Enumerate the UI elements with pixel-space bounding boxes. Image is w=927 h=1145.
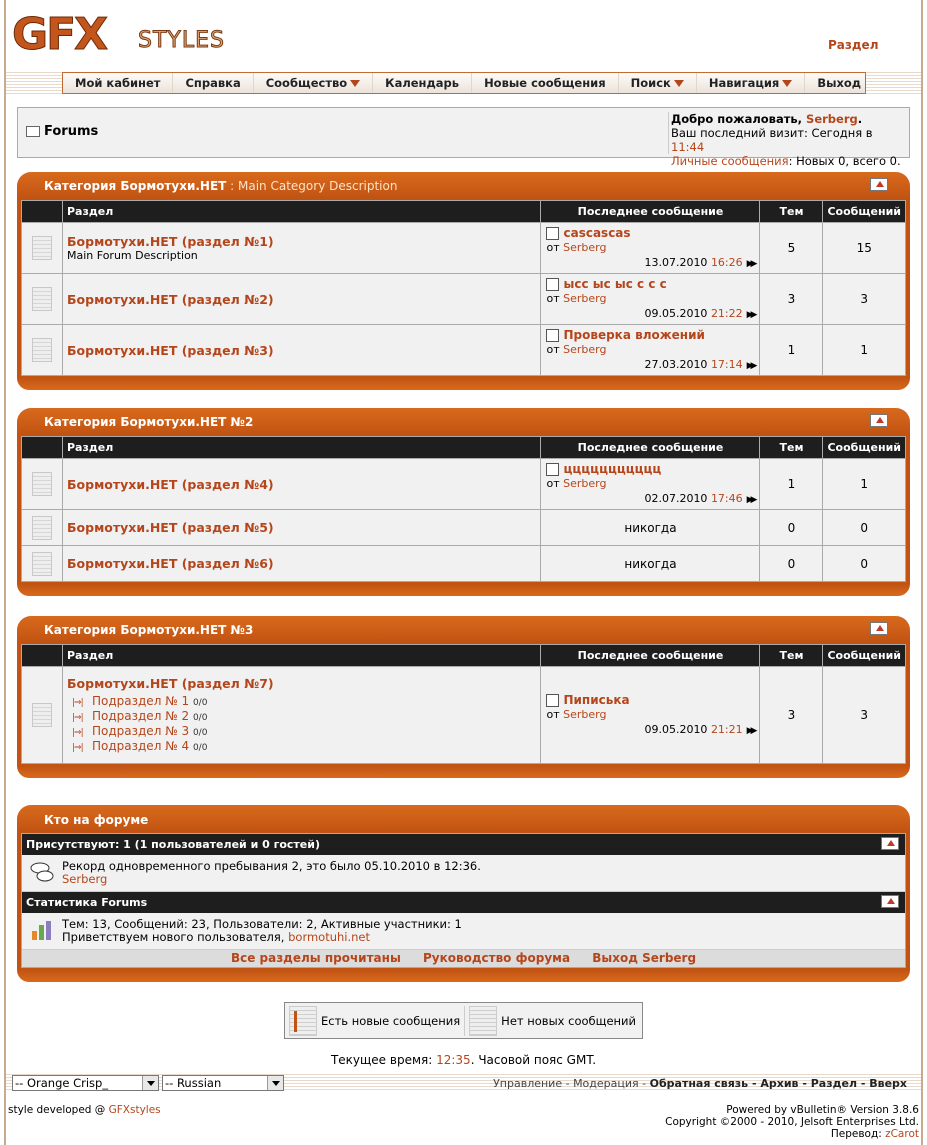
- forum-row: [22, 546, 905, 581]
- thread-icon: [546, 463, 559, 476]
- newest-user-link[interactable]: bormotuhi.net: [288, 930, 371, 944]
- new-posts-icon: [289, 1006, 317, 1036]
- col-last-post: Последнее сообщение: [541, 437, 759, 458]
- forum-row: [22, 325, 905, 375]
- go-to-last-post-icon[interactable]: ▶▶: [746, 310, 755, 320]
- subforum-link[interactable]: Подраздел № 4: [92, 738, 190, 753]
- collapse-icon[interactable]: [881, 837, 899, 850]
- forum-status-icon: [32, 236, 52, 260]
- mark-forums-read-link[interactable]: Все разделы прочитаны: [230, 951, 401, 965]
- thread-count: 0: [760, 510, 822, 545]
- post-count: 0: [823, 546, 905, 581]
- post-count: 0: [823, 510, 905, 545]
- stats-row: Тем: 13, Сообщений: 23, Пользователи: 2, Активные участники: 1 Приветствуем нового пользователя, bormotuhi.net: [22, 913, 905, 950]
- col-threads: Тем: [760, 201, 822, 222]
- last-poster-link[interactable]: Serberg: [563, 241, 607, 254]
- whos-online-block: [17, 805, 910, 982]
- forum-status-icon: [32, 703, 52, 727]
- thread-count: 1: [760, 459, 822, 509]
- nav-item-6[interactable]: Навигация: [697, 73, 805, 93]
- language-selector[interactable]: -- Russian: [162, 1075, 284, 1091]
- dropdown-arrow-icon[interactable]: [674, 80, 684, 87]
- forum-link[interactable]: Бормотухи.НЕТ (раздел №5): [67, 520, 274, 535]
- forum-status-icon: [32, 516, 52, 540]
- nav-item-1[interactable]: Справка: [173, 73, 253, 93]
- col-forum: Раздел: [63, 645, 540, 666]
- gfxstyles-link[interactable]: GFXstyles: [108, 1104, 161, 1116]
- go-to-last-post-icon[interactable]: ▶▶: [746, 259, 755, 269]
- subforum-icon: |⇒|: [72, 742, 83, 753]
- subforum-link[interactable]: Подраздел № 2: [92, 708, 190, 723]
- forum-category: [17, 616, 910, 778]
- last-post-cell: ццццццццццц от Serberg 02.07.2010 17:46 ▶▶: [546, 462, 755, 505]
- dropdown-arrow-icon[interactable]: [350, 80, 360, 87]
- online-row: [22, 855, 905, 892]
- thread-icon: [546, 278, 559, 291]
- forum-link[interactable]: Бормотухи.НЕТ (раздел №3): [67, 342, 274, 358]
- logo-sub: STYLES: [138, 28, 225, 53]
- header-forum-link[interactable]: Раздел: [828, 38, 879, 52]
- last-poster-link[interactable]: Serberg: [563, 343, 607, 356]
- stats-text: Тем: 13, Сообщений: 23, Пользователи: 2, Активные участники: 1: [62, 917, 462, 931]
- col-threads: Тем: [760, 437, 822, 458]
- thread-count: 5: [760, 223, 822, 273]
- collapse-icon[interactable]: [870, 414, 888, 427]
- subforum-icon: |⇒|: [72, 712, 83, 723]
- translator-link[interactable]: zCarot: [885, 1128, 919, 1140]
- breadcrumb-title[interactable]: Forums: [44, 124, 99, 139]
- category-title[interactable]: Категория Бормотухи.НЕТ №2: [17, 408, 910, 434]
- go-to-last-post-icon[interactable]: ▶▶: [746, 361, 755, 371]
- post-count: 3: [823, 667, 905, 763]
- last-post-cell: cascascas от Serberg 13.07.2010 16:26 ▶▶: [546, 226, 755, 269]
- private-messages-link[interactable]: Личные сообщения: [671, 154, 789, 168]
- stats-chart-icon: [29, 917, 55, 943]
- last-poster-link[interactable]: Serberg: [563, 477, 607, 490]
- stats-bar[interactable]: Статистика Forums: [22, 892, 905, 913]
- welcome-box: [17, 107, 910, 168]
- col-posts: Сообщений: [823, 645, 905, 666]
- category-title[interactable]: Категория Бормотухи.НЕТ : Main Category Description: [17, 172, 910, 198]
- post-count: 1: [823, 325, 905, 375]
- user-welcome-panel: [668, 112, 908, 168]
- forum-row: [22, 223, 905, 273]
- last-thread-link[interactable]: Пиписька: [563, 693, 630, 707]
- collapse-icon[interactable]: [870, 622, 888, 635]
- last-thread-link[interactable]: ысс ыс ыс с с с: [563, 277, 667, 291]
- legend-new-label: Есть новые сообщения: [321, 1013, 461, 1028]
- category-desc: Main Category Description: [238, 179, 398, 193]
- last-thread-link[interactable]: Проверка вложений: [563, 328, 705, 342]
- record-text: Рекорд одновременного пребывания 2, это было 05.10.2010 в 12:36.: [62, 859, 481, 873]
- go-to-last-post-icon[interactable]: ▶▶: [746, 495, 755, 505]
- last-post-cell: Пиписька от Serberg 09.05.2010 21:21 ▶▶: [546, 693, 755, 736]
- dropdown-arrow-icon[interactable]: [782, 80, 792, 87]
- no-new-posts-icon: [469, 1006, 497, 1036]
- collapse-icon[interactable]: [870, 178, 888, 191]
- forum-link[interactable]: Бормотухи.НЕТ (раздел №4): [67, 476, 274, 492]
- footer-links[interactable]: Управление - Модерация - Обратная связь - Архив - Раздел - Вверх: [493, 1077, 907, 1090]
- post-count: 3: [823, 274, 905, 324]
- thread-icon: [546, 694, 559, 707]
- last-thread-link[interactable]: cascascas: [563, 226, 631, 240]
- breadcrumb: [26, 124, 98, 139]
- online-present-bar[interactable]: Присутствуют: 1 (1 пользователей и 0 гостей): [22, 834, 905, 855]
- col-posts: Сообщений: [823, 437, 905, 458]
- forum-status-icon: [32, 552, 52, 576]
- icon-legend: [284, 1002, 643, 1039]
- logo-text: GFX: [12, 9, 107, 60]
- last-post-cell: Проверка вложений от Serberg 27.03.2010 17:14 ▶▶: [546, 328, 755, 371]
- online-user-link[interactable]: Serberg: [62, 872, 108, 886]
- welcome-user-link[interactable]: Serberg: [806, 112, 858, 126]
- nav-item-7[interactable]: Выход: [817, 76, 862, 90]
- last-thread-link[interactable]: ццццццццццц: [563, 462, 662, 476]
- col-forum: Раздел: [63, 437, 540, 458]
- post-count: 1: [823, 459, 905, 509]
- subforum-icon: |⇒|: [72, 727, 83, 738]
- col-threads: Тем: [760, 645, 822, 666]
- forum-row: [22, 274, 905, 324]
- copyright: Powered by vBulletin® Version 3.8.6 Copyright ©2000 - 2010, Jelsoft Enterprises Ltd. Перевод: zCarot: [665, 1104, 919, 1140]
- folder-icon: [26, 126, 40, 137]
- forum-category: [17, 408, 910, 596]
- forum-row: [22, 667, 905, 763]
- col-last-post: Последнее сообщение: [541, 645, 759, 666]
- forum-status-icon: [32, 472, 52, 496]
- nav-item-3[interactable]: Календарь: [373, 73, 472, 93]
- col-posts: Сообщений: [823, 201, 905, 222]
- subforum-link[interactable]: Подраздел № 1: [92, 693, 190, 708]
- forum-table: [21, 436, 906, 582]
- last-poster-link[interactable]: Serberg: [563, 708, 607, 721]
- thread-count: 0: [760, 546, 822, 581]
- forum-links: [22, 950, 905, 967]
- forum-leaders-link[interactable]: Руководство форума: [422, 951, 571, 965]
- last-post-never: никогда: [541, 510, 759, 545]
- style-selector[interactable]: -- Orange Crisp_: [12, 1075, 159, 1091]
- forum-table: [21, 644, 906, 764]
- nav-item-0[interactable]: Мой кабинет: [63, 73, 173, 93]
- thread-count: 3: [760, 667, 822, 763]
- post-count: 15: [823, 223, 905, 273]
- nav-item-4[interactable]: Новые сообщения: [472, 73, 619, 93]
- navbar: [62, 72, 866, 94]
- current-time: Текущее время: 12:35. Часовой пояс GMT.: [330, 1053, 597, 1067]
- thread-count: 3: [760, 274, 822, 324]
- forum-row: [22, 510, 905, 545]
- forum-status-icon: [32, 287, 52, 311]
- thread-icon: [546, 227, 559, 240]
- last-post-never: никогда: [541, 546, 759, 581]
- thread-icon: [546, 329, 559, 342]
- forum-link[interactable]: Бормотухи.НЕТ (раздел №7): [67, 675, 274, 691]
- last-visit: Ваш последний визит: Сегодня в 11:44: [671, 126, 873, 154]
- forum-link[interactable]: Бормотухи.НЕТ (раздел №1): [67, 234, 274, 249]
- subforum-list: |⇒| Подраздел № 1 0/0 |⇒| Подраздел № 2 0/0 |⇒| Подраздел № 3 0/0 |⇒| Подраздел № 4 0/0: [72, 693, 208, 753]
- subforum-icon: |⇒|: [72, 697, 83, 708]
- chevron-down-icon[interactable]: [267, 1076, 283, 1090]
- forum-link[interactable]: Бормотухи.НЕТ (раздел №6): [67, 556, 274, 571]
- whos-online-title[interactable]: Кто на форуме: [17, 805, 910, 831]
- gfxstyles-logo[interactable]: [12, 9, 262, 60]
- category-title[interactable]: Категория Бормотухи.НЕТ №3: [17, 616, 910, 642]
- welcome-text: Добро пожаловать, Serberg.: [671, 112, 863, 126]
- logout-link[interactable]: Выход Serberg: [592, 951, 697, 965]
- nav-item-2[interactable]: Сообщество: [254, 73, 373, 93]
- chevron-down-icon[interactable]: [142, 1076, 158, 1090]
- forum-row: [22, 459, 905, 509]
- go-to-last-post-icon[interactable]: ▶▶: [746, 726, 755, 736]
- forum-desc: Main Forum Description: [67, 249, 198, 262]
- collapse-icon[interactable]: [881, 895, 899, 908]
- thread-count: 1: [760, 325, 822, 375]
- col-forum: Раздел: [63, 201, 540, 222]
- col-last-post: Последнее сообщение: [541, 201, 759, 222]
- nav-item-5[interactable]: Поиск: [619, 73, 697, 93]
- last-post-cell: ысс ыс ыс с с с от Serberg 09.05.2010 21:22 ▶▶: [546, 277, 755, 320]
- forum-table: [21, 200, 906, 376]
- pm-status: Личные сообщения: Новых 0, всего 0.: [671, 154, 901, 168]
- legend-none-label: Нет новых сообщений: [501, 1013, 636, 1028]
- forum-status-icon: [32, 338, 52, 362]
- forum-category: [17, 172, 910, 390]
- style-credit: style developed @ GFXstyles: [8, 1104, 161, 1116]
- speech-bubbles-icon: [29, 860, 55, 884]
- subforum-link[interactable]: Подраздел № 3: [92, 723, 190, 738]
- last-poster-link[interactable]: Serberg: [563, 292, 607, 305]
- forum-link[interactable]: Бормотухи.НЕТ (раздел №2): [67, 291, 274, 307]
